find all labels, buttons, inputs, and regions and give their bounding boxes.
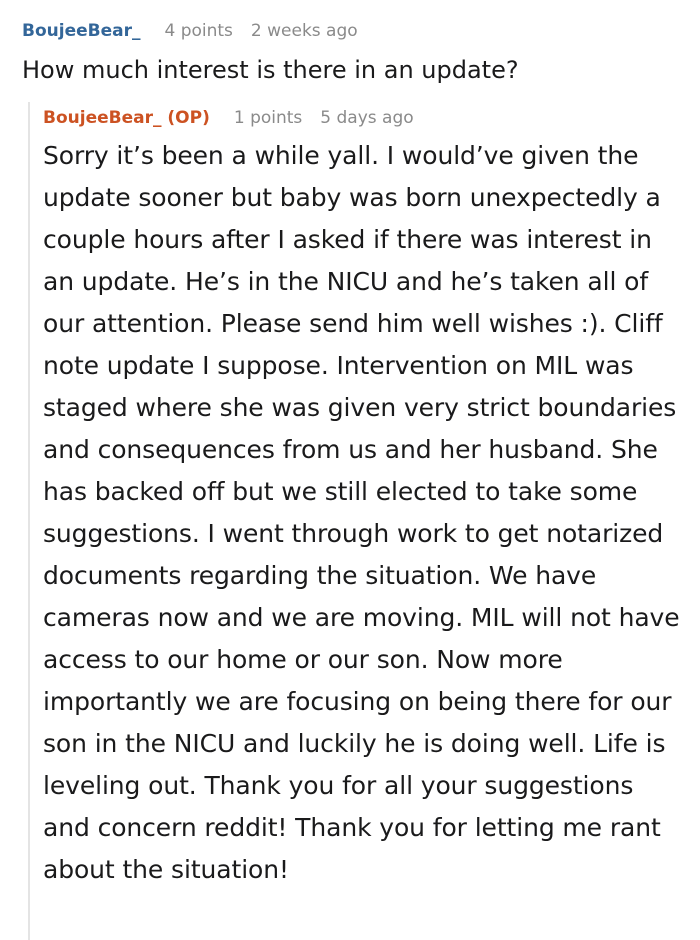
parent-comment-text: How much interest is there in an update? <box>22 56 519 84</box>
parent-comment-time[interactable]: 2 weeks ago <box>250 21 358 41</box>
reply-comment-time[interactable]: 5 days ago <box>320 108 414 128</box>
reply-comment-text: Sorry it’s been a while yall. I would’ve given the update sooner but baby was born unexpectedly a couple hours after I asked if there was interest in an update. He’s in the NICU and he’s taken all of our attention. Please send him well wishes :). Cliff note update I suppose. Intervention on MIL was staged where she was given very strict boundaries and consequences from us and her husband. She has backed off but we still elected to take some suggestions. I went through work to get notarized documents regarding the situation. We have cameras now and we are moving. MIL will not have access to our home or our son. Now more importantly we are focusing on being there for our son in the NICU and luckily he is doing well. Life is leveling out. Thank you for all your suggestions and concern reddit! Thank you for letting me rant about the situation! <box>43 141 680 884</box>
parent-comment-author[interactable]: BoujeeBear_ <box>22 21 141 41</box>
reply-comment-points: 1 points <box>233 108 303 128</box>
parent-comment-meta <box>22 20 358 42</box>
reply-comment-meta <box>43 107 414 129</box>
thread-line[interactable] <box>28 102 30 940</box>
reply-comment-author[interactable]: BoujeeBear_ (OP) <box>43 108 210 128</box>
parent-comment-points: 4 points <box>164 21 233 41</box>
